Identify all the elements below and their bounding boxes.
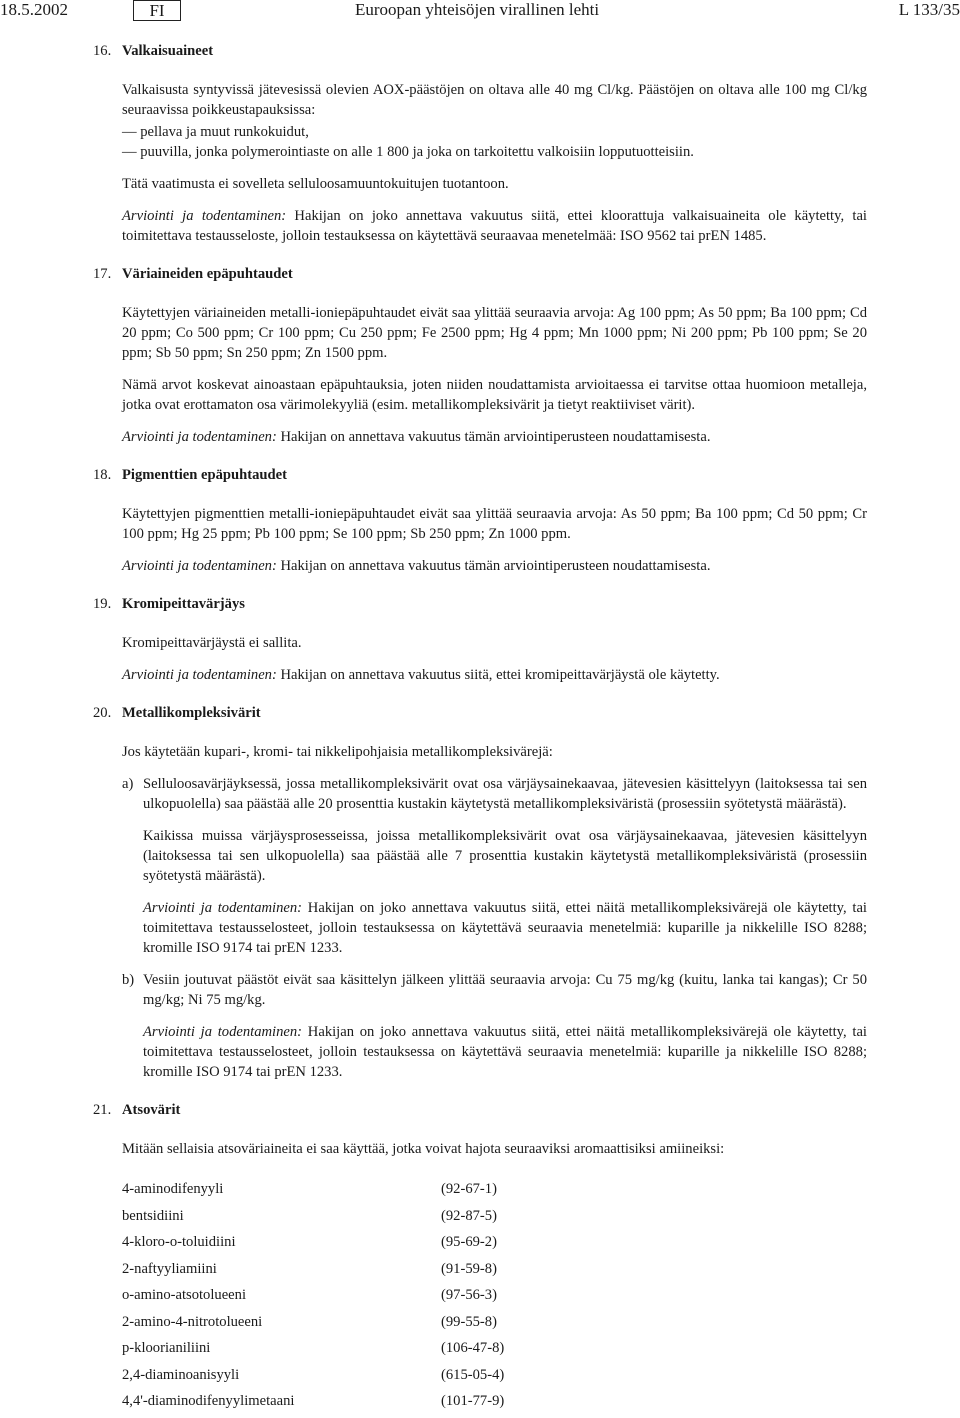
assessment-label: Arviointi ja todentaminen: [122,429,277,445]
list-item-a [122,774,867,958]
section-heading [0,43,960,63]
paragraph-text: Käytettyjen pigmenttien metalli-ioniepäpuhtaudet eivät saa ylittää seuraavia arvoja: As 50 ppm; Ba 100 ppm; Cd 50 ppm; Cr 100 ppm; Hg 25 ppm; Pb 100 ppm; Se 100 ppm; Sb 250 ppm; Zn 1000 ppm. [122,506,867,542]
section-body [122,303,867,447]
amine-name: o-amino-atsotolueeni [122,1287,247,1303]
section-17 [0,266,960,447]
assessment-paragraph [143,1022,867,1082]
assessment-text: Hakijan on joko annettava vakuutus siitä, ettei kloorattuja valkaisuaineita ole käytetty, tai toimitettava testausseloste, jolloin testauksessa on käytettävä seuraavaa menetelmää: ISO 9562 tai prEN 1485. [122,208,867,244]
amine-row [122,1179,867,1206]
amine-cas-number: (99-55-8) [441,1313,497,1330]
assessment-paragraph [122,665,867,685]
paragraph [122,1139,867,1159]
page-reference: L 133/35 [898,0,960,19]
dash-item: — puuvilla, jonka polymerointiaste on alle 1 800 ja joka on tarkoitettu valkoisiin lopputuotteisiin. [122,144,694,160]
amine-cas-number: (97-56-3) [441,1287,497,1303]
paragraph [122,375,867,415]
amine-row [122,1232,867,1259]
section-number: 18. [93,467,112,483]
assessment-text: Hakijan on annettava vakuutus siitä, ettei kromipeittavärjäystä ole käytetty. [276,667,720,683]
section-title: Kromipeittavärjäys [122,596,245,612]
section-20 [0,705,960,1082]
assessment-text: Hakijan on annettava vakuutus tämän arviointiperusteen noudattamisesta. [276,558,711,574]
section-21 [0,1102,960,1418]
assessment-label: Arviointi ja todentaminen: [122,208,287,224]
amine-name: 4,4'-diaminodifenyylimetaani [122,1393,295,1409]
dash-item: — pellava ja muut runkokuidut, [122,124,309,140]
amine-row [122,1338,867,1365]
list-item-b [122,970,867,1082]
section-body [122,742,867,1082]
paragraph-text: Vesiin joutuvat päästöt eivät saa käsittelyn jälkeen ylittää seuraavia arvoja: Cu 75 mg/kg (kuitu, lanka tai kangas); Cr 50 mg/kg; Ni 75 mg/kg. [143,972,867,1008]
assessment-paragraph [122,427,867,447]
section-heading [0,705,960,725]
assessment-label: Arviointi ja todentaminen: [122,558,277,574]
paragraph [122,633,867,653]
journal-title: Euroopan yhteisöjen virallinen lehti [355,0,600,19]
section-heading [0,266,960,286]
section-number: 16. [93,43,112,59]
item-label: a) [122,776,134,792]
section-body [122,633,867,685]
amine-cas-number: (95-69-2) [441,1234,497,1250]
amine-cas-number: (101-77-9) [441,1393,505,1409]
section-heading [0,467,960,487]
section-body [122,504,867,576]
language-box: FI [133,0,181,21]
amine-name: 4-kloro-o-toluidiini [122,1234,236,1250]
amine-name: 4-aminodifenyyli [122,1181,224,1197]
assessment-paragraph [122,206,867,246]
section-heading [0,1102,960,1122]
section-body [122,80,867,246]
assessment-text: Hakijan on joko annettava vakuutus siitä, ettei näitä metallikompleksivärejä ole käytetty, tai toimitettava testausselosteet, jolloin testauksessa on käytettävä seuraavia menetelmiä: kuparille ja nikkelille ISO 8288; kromille ISO 9174 tai prEN 1233. [143,1024,867,1080]
section-heading [0,596,960,616]
amine-list [122,1179,867,1418]
assessment-label: Arviointi ja todentaminen: [122,667,277,683]
amine-name: 2-naftyyliamiini [122,1260,217,1277]
amine-cas-number: (91-59-8) [441,1260,497,1277]
section-number: 19. [93,596,112,612]
amine-name: 2,4-diaminoanisyyli [122,1366,240,1383]
amine-row [122,1206,867,1233]
paragraph-text: Kaikissa muissa värjäysprosesseissa, joissa metallikompleksivärit ovat osa värjäysainekaavaa, jätevesien käsittelyyn (laitoksessa tai sen ulkopuolella) saa päästää alle 7 prosenttia kustakin käytetystä metallikompleksiväristä (prosessiin syötetystä määrästä). [143,828,867,884]
section-title: Väriaineiden epäpuhtaudet [122,266,293,282]
assessment-paragraph [122,556,867,576]
paragraph [143,970,867,1010]
paragraph-text: Valkaisusta syntyvissä jätevesissä olevien AOX-päästöjen on oltava alle 40 mg Cl/kg. Päästöjen on oltava alle 100 mg Cl/kg seuraavissa poikkeustapauksissa: [122,82,867,118]
amine-row [122,1391,867,1418]
section-number: 17. [93,266,112,282]
section-body [122,1139,867,1418]
amine-cas-number: (92-87-5) [441,1207,497,1224]
document-body [0,43,960,1418]
section-18 [0,467,960,576]
paragraph-text: Nämä arvot koskevat ainoastaan epäpuhtauksia, joten niiden noudattamista arvioitaessa ei tarvitse ottaa huomioon metalleja, jotka ovat erottamaton osa värimolekyyliä (esim. metallikompleksivärit ja tietyt reaktiiviset värit). [122,377,867,413]
assessment-paragraph [143,898,867,958]
amine-row [122,1285,867,1312]
publication-date: 18.5.2002 [0,0,68,19]
section-number: 20. [93,705,112,721]
amine-row [122,1312,867,1339]
item-label: b) [122,972,135,988]
section-number: 21. [93,1102,112,1118]
paragraph-text: Tätä vaatimusta ei sovelleta selluloosamuuntokuitujen tuotantoon. [122,176,509,192]
paragraph-text: Käytettyjen väriaineiden metalli-ioniepäpuhtaudet eivät saa ylittää seuraavia arvoja: Ag 100 ppm; As 50 ppm; Ba 100 ppm; Cd 20 ppm; Co 500 ppm; Cr 100 ppm; Cu 250 ppm; Fe 2500 ppm; Hg 4 ppm; Mn 1000 ppm; Ni 200 ppm; Pb 100 ppm; Se 20 ppm; Sb 50 ppm; Sn 250 ppm; Zn 1500 ppm. [122,305,867,361]
assessment-label: Arviointi ja todentaminen: [143,900,303,916]
section-title: Pigmenttien epäpuhtaudet [122,467,287,483]
paragraph [143,774,867,814]
amine-row [122,1365,867,1392]
amine-name: 2-amino-4-nitrotolueeni [122,1313,263,1330]
paragraph-text: Kromipeittavärjäystä ei sallita. [122,635,302,651]
amine-cas-number: (106-47-8) [441,1340,505,1356]
paragraph-text: Jos käytetään kupari-, kromi- tai nikkelipohjaisia metallikompleksivärejä: [122,744,553,760]
lettered-list [122,774,867,1082]
page-header [0,0,960,22]
paragraph [122,80,867,120]
paragraph [122,742,867,762]
paragraph [122,504,867,544]
amine-cas-number: (615-05-4) [441,1366,505,1383]
section-16 [0,43,960,246]
amine-cas-number: (92-67-1) [441,1181,497,1197]
amine-name: p-kloorianiliini [122,1340,211,1356]
amine-row [122,1259,867,1286]
paragraph-text: Selluloosavärjäyksessä, jossa metallikompleksivärit ovat osa värjäysainekaavaa, jätevesien käsittelyyn (laitoksessa tai sen ulkopuolella) saa päästää alle 20 prosenttia kustakin käytetystä metallikompleksiväristä (prosessiin syötetystä määrästä). [143,776,867,812]
section-title: Metallikompleksivärit [122,705,261,721]
section-19 [0,596,960,685]
amine-name: bentsidiini [122,1207,184,1224]
section-title: Atsovärit [122,1102,181,1118]
assessment-text: Hakijan on joko annettava vakuutus siitä, ettei näitä metallikompleksivärejä ole käytetty, tai toimitettava testausselosteet, jolloin testauksessa on käytettävä seuraavia menetelmiä: kuparille ja nikkelille ISO 8288; kromille ISO 9174 tai prEN 1233. [143,900,867,956]
section-title: Valkaisuaineet [122,43,214,59]
paragraph-text: Mitään sellaisia atsoväriaineita ei saa käyttää, jotka voivat hajota seuraaviksi aromaattisiksi amiineiksi: [122,1141,725,1157]
assessment-label: Arviointi ja todentaminen: [143,1024,303,1040]
assessment-text: Hakijan on annettava vakuutus tämän arviointiperusteen noudattamisesta. [276,429,711,445]
paragraph [122,174,867,194]
paragraph [143,826,867,886]
paragraph [122,303,867,363]
